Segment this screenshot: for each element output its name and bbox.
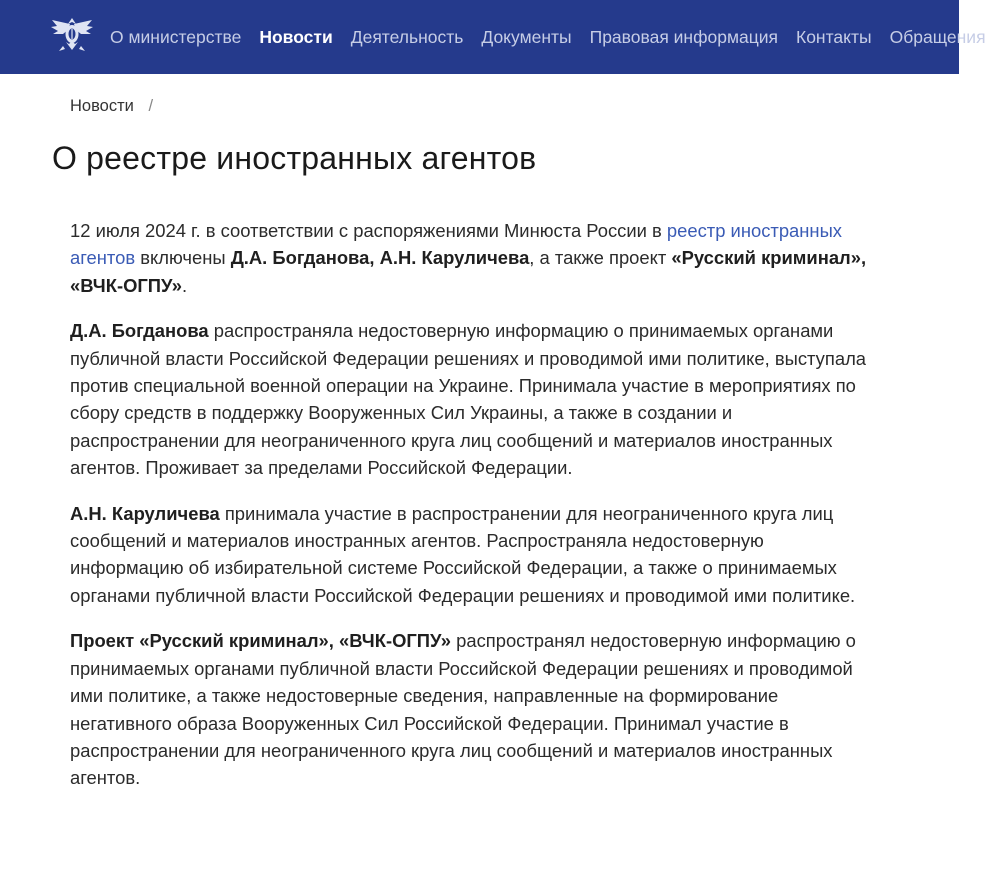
project-name: Проект «Русский криминал», «ВЧК-ОГПУ» [70, 630, 451, 652]
intro-text: включены [135, 247, 231, 269]
project-names: «Русский криминал», «ВЧК-ОГПУ» [70, 247, 867, 296]
nav-item-legal-info[interactable]: Правовая информация [589, 26, 778, 47]
article-paragraph-bogdanova [70, 317, 870, 481]
nav-item-about-ministry[interactable]: О министерстве [110, 26, 242, 47]
page-title: О реестре иностранных агентов [52, 140, 537, 176]
agents-names: Д.А. Богданова, А.Н. Каруличева [230, 247, 530, 269]
person-name: А.Н. Каруличева [70, 502, 220, 524]
intro-text: . [182, 274, 188, 296]
paragraph-text: распространяла недостоверную информацию о принимаемых органами публичной власти Российской Федерации решениях и проводимой ими политике, выступала против специальной военной операции на Украине. Принимала участие в мероприятиях по сбору средств в поддержку Вооруженных Сил Украины, а также в создании и распространении для неограниченного круга лиц сообщений и материалов иностранных агентов. Проживает за пределами Российской Федерации. [70, 320, 867, 479]
article-paragraph-project [70, 627, 870, 791]
article-paragraph-karulicheva [70, 500, 870, 610]
nav-item-contacts[interactable]: Контакты [796, 26, 872, 47]
paragraph-text: распространял недостоверную информацию о принимаемых органами публичной власти Российской Федерации решениях и проводимой ими политике, а также недостоверные сведения, направленные на формирование негативного образа Вооруженных Сил Российской Федерации. Принимал участие в распространении для неограниченного круга лиц сообщений и материалов иностранных агентов. [70, 630, 856, 789]
article-body [70, 217, 870, 810]
nav-item-activity[interactable]: Деятельность [350, 26, 464, 47]
breadcrumb [70, 97, 153, 116]
breadcrumb-separator: / [148, 97, 154, 115]
main-menu [110, 0, 1004, 74]
nav-item-news[interactable]: Новости [259, 26, 333, 47]
intro-text: , а также проект [529, 247, 672, 269]
article-paragraph-intro [70, 217, 870, 299]
nav-item-documents[interactable]: Документы [481, 26, 572, 47]
nav-item-appeals[interactable]: Обращения [889, 26, 986, 47]
top-navigation-bar [0, 0, 986, 74]
breadcrumb-link-news[interactable]: Новости [70, 97, 134, 115]
registry-link[interactable]: реестр иностранных агентов [70, 220, 843, 269]
intro-text: 12 июля 2024 г. в соответствии с распоряжениями Минюста России в [70, 220, 667, 241]
paragraph-text: принимала участие в распространении для неограниченного круга лиц сообщений и материалов иностранных агентов. Распространяла недостоверную информацию об избирательной системе Российской Федерации, а также о принимаемых органами публичной власти Российской Федерации решениях и проводимой ими политике. [70, 502, 856, 606]
eagle-emblem-icon[interactable] [50, 12, 94, 56]
person-name: Д.А. Богданова [70, 320, 209, 342]
